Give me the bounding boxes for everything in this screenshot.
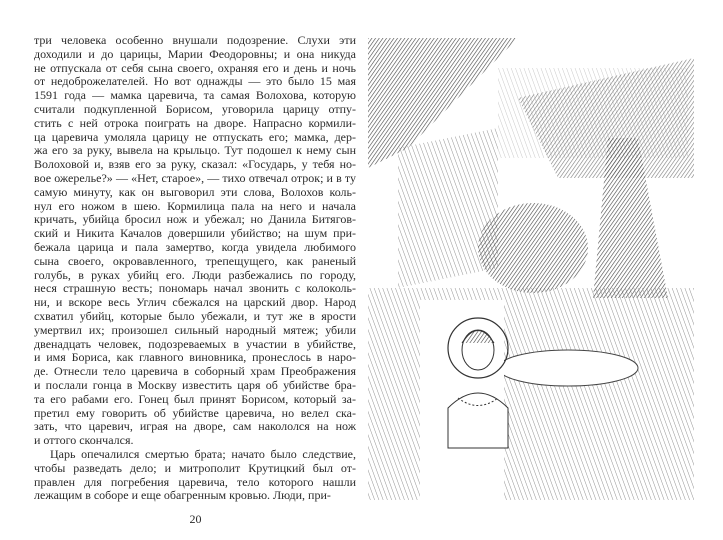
text-line: кричать, убийца бросил нож и убежал; но Данила Битягов- [34, 212, 356, 227]
text-line: Волоховой и, взяв его за руку, сказал: «Государь, у тебя но- [34, 157, 356, 172]
text-line: та его рабами его. Гонец был принят Борисом, который за- [34, 391, 356, 406]
text-line: три человека особенно внушали подозрение. Слухи эти [34, 33, 356, 47]
kneeling-figure [478, 203, 588, 293]
text-line: ский и Никита Качалов довершили убийство; на шум при- [34, 226, 356, 241]
text-line: от недоброжелателей. Но вот однажды — это было 15 мая [34, 74, 356, 89]
text-line: нул его ножом в шею. Кормилица пала на него и начала [34, 198, 356, 213]
text-line: бежала царица и пала замертво, когда увидела любимого [34, 239, 356, 254]
text-line: схватил убийц, которые было убежали, и тут же в ярости [34, 308, 356, 323]
text-line: правлен для погребения царевича, тело которого нашли [34, 474, 356, 489]
text-line: доходили и до царицы, Марии Феодоровны; и она никуда [34, 46, 356, 61]
text-line: зать, что царевич, играя на дворе, сам накололся на нож [34, 419, 356, 434]
text-line: считали подкупленной Борисом, уговорила царицу отпу- [34, 101, 356, 116]
fallen-child [498, 350, 638, 386]
text-line: 1591 года — мамка царевича, та самая Волохова, которую [34, 88, 356, 103]
text-line: сына своего, окровавленного, трепещущего, как раненый [34, 253, 356, 268]
text-line: не отпускала от себя сына своего, охраняя его и день и ночь [34, 60, 356, 75]
text-line: голубь, в руках убийц его. Люди разбежались по городу, [34, 267, 356, 282]
body-text [34, 34, 356, 503]
text-line: неся страшную весть; пономарь начал звонить с колоколь- [34, 281, 356, 296]
text-line: претил ему говорить об убийстве царевича, но велел ска- [34, 405, 356, 420]
text-line: ца царевича умоляла царицу не отпускать его; мамка, дер- [34, 129, 356, 144]
text-line: де. Отнесли тело царевича в соборный храм Преображения [34, 364, 356, 379]
text-line: самую минуту, как он выговорил эти слова, Волохов коль- [34, 184, 356, 199]
engraving-illustration [368, 38, 694, 500]
text-line: лежащим в соборе и еще обагренным кровью. Люди, при- [34, 488, 331, 503]
page-number [0, 512, 723, 526]
text-line: вое ожерелье?» — «Нет, старое», — тихо отвечал отрок; и в ту [34, 170, 356, 185]
text-line: двенадцать человек, подозреваемых в участии в убийстве, [34, 336, 356, 351]
text-line: умертвил их; произошел сильный народный мятеж; убили [34, 322, 356, 337]
text-line: стить с ней отрока поиграть на дворе. Напрасно кормили- [34, 115, 356, 130]
text-line: ни, и вскоре весь Углич сбежался на царский двор. Народ [34, 295, 356, 310]
text-line: и оттого скончался. [34, 433, 134, 448]
page-number-text: 20 [189, 512, 202, 526]
text-line: Царь опечалился смертью брата; начато было следствие, [50, 446, 356, 461]
text-line: и имя Бориса, как главного виновника, пронеслось в наро- [34, 350, 356, 365]
ground [368, 288, 694, 500]
text-line: чтобы разведать дело; и митрополит Крутицкий был от- [34, 460, 356, 475]
text-line: жа его за руку, вывела на крыльцо. Тут подошел к нему сын [34, 143, 356, 158]
text-line: и послали гонца в Москву известить царя об убийстве бра- [34, 377, 356, 392]
